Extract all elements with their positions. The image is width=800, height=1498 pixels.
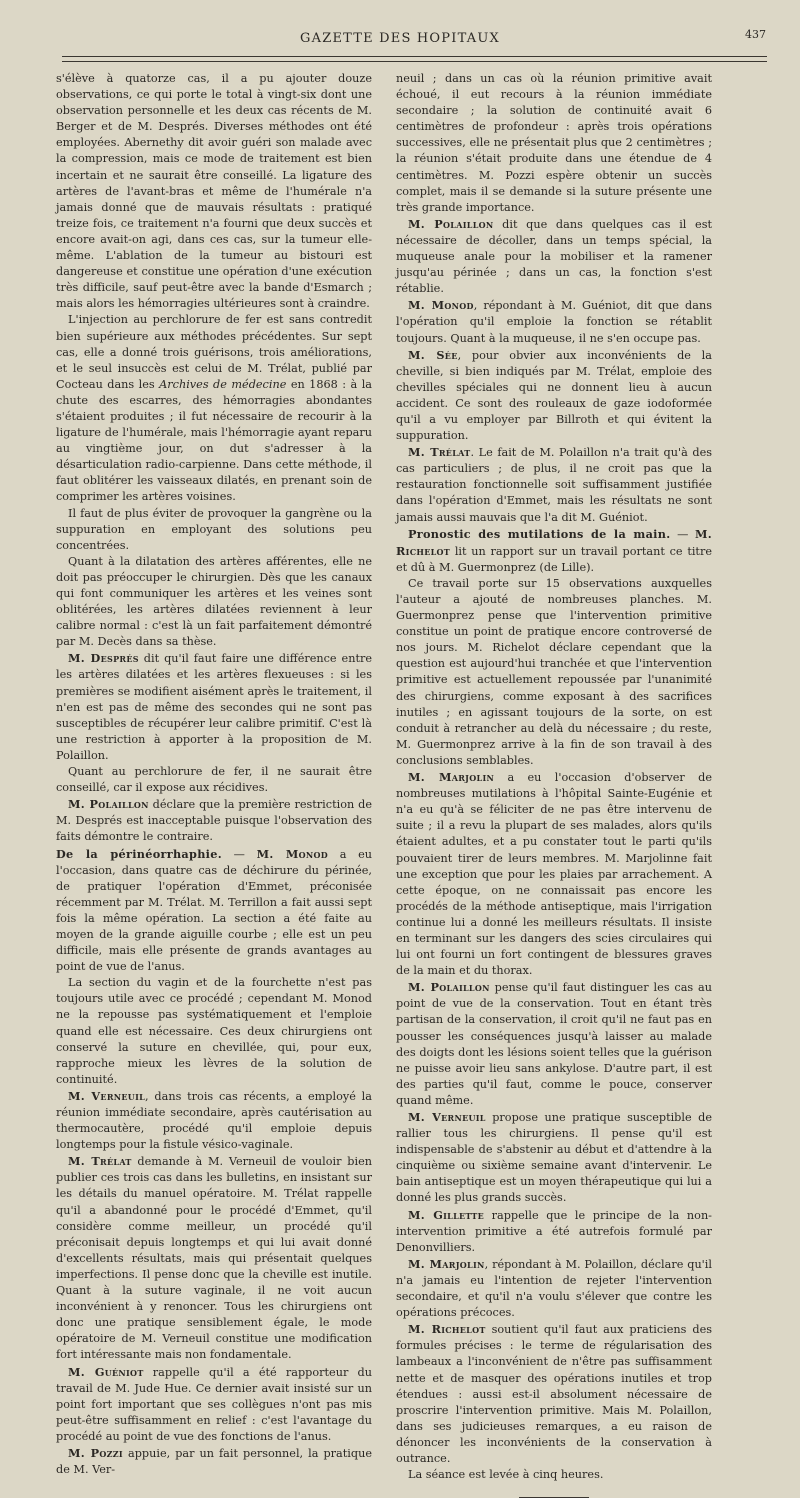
page-number: 437 [745,28,766,41]
paragraph: M. Polaillon pense qu'il faut distinguer les cas au point de vue de la conservation. Tout en étant très partisan de la conservation, il croit qu'il ne faut pas en pousser les conséquences jusqu'à laisser au malade des doigts dont les lésions soient telles que la guérison ne puisse avoir lieu sans ankylose. D'autre part, il est des parties qu'il faut, comme le pouce, conserver quand même. [396,980,713,1107]
paragraph: M. Sée, pour obvier aux inconvénients de la cheville, si bien indiqués par M. Trélat, emploie des chevilles spéciales qui ne donnent lieu à aucun accident. Ce sont des rouleaux de gaze iodoformée qu'il a vu employer par Billroth et qui évitent la suppuration. [396,347,712,443]
section-paragraph: De la périnéorrhaphie. — M. Monod a eu l'occasion, dans quatre cas de déchirure du périnée, de pratiquer l'opération d'Emmet, préconisée récemment par M. Trélat. M. Terrillon a fait aussi sept fois la même opération. La section a été faite au moyen de la grande aiguille courbe ; elle est un peu difficile, mais elle présente de grands avantages au point de vue de l'anus. [56,846,373,974]
paragraph: M. Verneuil, dans trois cas récents, a employé la réunion immédiate secondaire, après cautérisation au thermocautère, procédé qu'il emploie depuis longtemps pour la fistule vésico-vaginale. [56,1088,372,1152]
paragraph: M. Polaillon déclare que la première restriction de M. Després est inacceptable puisque l'observation des faits démontre le contraire. [56,797,372,844]
page-header [30,28,770,50]
paragraph: Ce travail porte sur 15 observations auxquelles l'auteur a ajouté de nombreuses planches. M. Guermonprez pense que l'intervention primitive constitue un point de pratique encore controversé de nos jours. M. Richelot déclare cependant que la question est aujourd'hui tranchée et que l'intervention primitive est actuellement repoussée par l'unanimité des chirurgiens, comme exposant à des sacrifices inutiles ; en agissant toujours de la sorte, on est conduit à retrancher au delà du nécessaire ; du reste, M. Guermonprez arrive à la fin de son travail à des conclusions semblables. [396,576,712,767]
paragraph: neuil ; dans un cas où la réunion primitive avait échoué, il eut recours à la réunion immédiate secondaire ; la solution de continuité avait 6 centimètres de profondeur : après trois opérations successives, elle ne présentait plus que 2 centimètres ; la réunion s'était produite dans une étendue de 4 centimètres. M. Pozzi espère obtenir un succès complet, mais il se demande si la suture présente une très grande importance. [396,72,712,214]
section-heading: Pronostic des mutilations de la main. [408,526,671,541]
speaker-name: M. Verneuil [408,1110,486,1124]
paragraph: M. Richelot soutient qu'il faut aux praticiens des formules précises : le terme de régularisation des lambeaux a l'inconvénient de n'être pas suffisamment nette et de masquer des opérations inutiles et trop étendues : aussi est-il absolument nécessaire de proscrire l'intervention primitive. Mais M. Polaillon, dans ses judicieuses remarques, a eu raison de dénoncer les inconvénients de la conservation à outrance. [396,1322,713,1465]
paragraph: M. Pozzi appuie, par un fait personnel, la pratique de M. Ver- [56,1445,372,1477]
paragraph: M. Guéniot rappelle qu'il a été rapporteur du travail de M. Jude Hue. Ce dernier avait insisté sur un point fort important que ses collègues n'ont pas mis peut-être suffisamment en relief : c'est l'avantage du procédé au point de vue des fonctions de l'anus. [56,1364,372,1443]
speaker-name: M. Polaillon [68,797,149,812]
speaker-name: M. Pozzi [68,1445,123,1460]
paragraph: M. Polaillon dit que dans quelques cas il est nécessaire de décoller, dans un temps spécial, la muqueuse anale pour la mobiliser et la ramener jusqu'au périnée ; dans un cas, la fonction s'est rétablie. [396,216,712,296]
section-heading: De la périnéorrhaphie. [56,846,222,861]
speaker-name: M. Sée [408,347,458,362]
speaker-name: M. Marjolin [408,1256,485,1271]
speaker-name: M. Richelot [396,526,712,558]
speaker-name: M. Gillette [408,1207,485,1222]
speaker-name: M. Marjolin [408,770,495,785]
paragraph: M. Gillette rappelle que le principe de la non-intervention primitive a été autrefois formulé par Denonvilliers. [396,1207,712,1254]
paragraph: M. Marjolin a eu l'occasion d'observer de nombreuses mutilations à l'hôpital Sainte-Eugénie et n'a eu qu'à se féliciter de ne pas être intervenu de suite ; il a revu la plupart de ses malades, alors qu'ils étaient adultes, et a pu constater tout le parti qu'ils pouvaient tirer de leurs membres. M. Marjolinne fait une exception que pour les plaies par arrachement. A cette époque, on ne connaissait pas encore les procédés de la méthode antiseptique, mais l'irrigation continue lui a donné les meilleurs résultats. Il insiste en terminant sur les dangers des scies circulaires qui lui ont fourni un fort contingent de blessures graves de la main et du thorax. [396,770,712,978]
paragraph: Quant à la dilatation des artères afférentes, elle ne doit pas préoccuper le chirurgien. Dès que les canaux qui font communiquer les artères et les veines sont oblitérées, les artères dilatées reviennent à leur calibre normal : c'est là un fait parfaitement démontré par M. Decès dans sa thèse. [56,554,372,649]
right-column [396,71,713,1482]
paragraph: M. Marjolin, répondant à M. Polaillon, déclare qu'il n'a jamais eu l'intention de rejeter l'intervention secondaire, et qu'il n'a voulu s'élever que contre les opérations précoces. [396,1256,712,1320]
paragraph: M. Monod, répondant à M. Guéniot, dit que dans l'opération qu'il emploie la fonction se rétablit toujours. Quant à la muqueuse, il ne s'en occupe pas. [396,298,712,345]
left-column [56,71,373,1477]
paragraph: Quant au perchlorure de fer, il ne saurait être conseillé, car il expose aux récidives. [56,765,372,795]
section-paragraph: Pronostic des mutilations de la main. — M. Richelot lit un rapport sur un travail portant ce titre et dû à M. Guermonprez (de Lille). [396,526,712,574]
speaker-name: M. Monod [408,298,474,313]
journal-title: Archives de médecine [159,377,287,391]
header-double-rule [62,56,767,62]
speaker-name: M. Polaillon [408,980,490,995]
paragraph: s'élève à quatorze cas, il a pu ajouter douze observations, ce qui porte le total à vingt-six dont une observation personnelle et les deux cas récents de M. Berger et de M. Després. Diverses méthodes ont été employées. Abernethy dit avoir guéri son malade avec la compression, mais ce mode de traitement est bien incertain et ne saurait être conseillé. La ligature des artères de l'avant-bras et même de l'humérale n'a jamais donné que de mauvais résultats : pratiqué treize fois, ce traitement n'a fourni que deux succès et encore avait-on agi, dans ces cas, sur la tumeur elle-même. L'ablation de la tumeur au bistouri est dangereuse et constitue une opération d'une exécution très difficile, sauf peut-être avec la bande d'Esmarch ; mais alors les hémorragies ultérieures sont à craindre. [56,72,372,311]
speaker-name: M. Richelot [408,1322,486,1337]
paragraph: M. Trélat. Le fait de M. Polaillon n'a trait qu'à des cas particuliers ; de plus, il ne croit pas que la restauration fonctionnelle soit suffisamment justifiée dans l'opération d'Emmet, mais les résultats ne sont jamais aussi mauvais que l'a dit M. Guéniot. [396,445,712,524]
paragraph: L'injection au perchlorure de fer est sans contredit bien supérieure aux méthodes précédentes. Sur sept cas, elle a donné trois guérisons, trois améliorations, et le seul insuccès est celui de M. Trélat, publié par Cocteau dans les Archives de médecine en 1868 : à la chute des escarres, des hémorragies abondantes s'étaient produites ; il fut nécessaire de recourir à la ligature de l'humérale, mais l'hémorragie ayant reparu au vingtième jour, on dut s'adresser à la désarticulation radio-carpienne. Dans cette méthode, il faut oblitérer les vaisseaux dilatés, en prenant soin de comprimer les artères voisines. [56,313,372,504]
speaker-name: M. Guéniot [68,1364,144,1379]
paragraph: La section du vagin et de la fourchette n'est pas toujours utile avec ce procédé ; cependant M. Monod ne la repousse pas systématiquement et l'emploie quand elle est nécessaire. Ces deux chirurgiens ont conservé la suture en chevillée, qui, pour eux, rapproche mieux les lèvres de la solution de continuité. [56,976,372,1086]
speaker-name: M. Verneuil [68,1088,146,1103]
running-title: GAZETTE DES HOPITAUX [300,31,500,46]
speaker-name: M. Trélat [68,1154,132,1169]
paragraph: M. Verneuil propose une pratique susceptible de rallier tous les chirurgiens. Il pense qu'il est indispensable de s'abstenir au début et d'attendre à la cinquième ou sixième semaine avant d'intervenir. Le bain antiseptique est un moyen thérapeutique qui lui a donné les plus grands succès. [396,1110,712,1205]
speaker-name: M. Trélat [408,445,471,460]
paragraph: M. Després dit qu'il faut faire une différence entre les artères dilatées et les artères flexueuses : si les premières se modifient aisément après le traitement, il n'en est pas de même des secondes qui ne sont pas susceptibles de récupérer leur calibre primitif. C'est là une restriction à apporter à la proposition de M. Polaillon. [56,651,372,762]
speaker-name: M. Monod [256,846,329,861]
speaker-name: M. Després [68,651,139,666]
paragraph: M. Trélat demande à M. Verneuil de vouloir bien publier ces trois cas dans les bulletins, en insistant sur les détails du manuel opératoire. M. Trélat rappelle qu'il a abandonné pour le procédé d'Emmet, qu'il considère comme meilleur, un procédé qu'il préconisait depuis longtemps et qui lui avait donné d'excellents résultats, mais qui présentait quelques imperfections. Il pense donc que la cheville est inutile. Quant à la suture vaginale, il ne voit aucun inconvénient à y renoncer. Tous les chirurgiens ont donc une pratique sensiblement égale, le mode opératoire de M. Verneuil constitue une modification fort intéressante mais non fondamentale. [56,1154,372,1362]
speaker-name: M. Polaillon [408,216,494,231]
closing-line: La séance est levée à cinq heures. [408,1468,604,1482]
paragraph: Il faut de plus éviter de provoquer la gangrène ou la suppuration en employant des solutions peu concentrées. [56,506,372,552]
